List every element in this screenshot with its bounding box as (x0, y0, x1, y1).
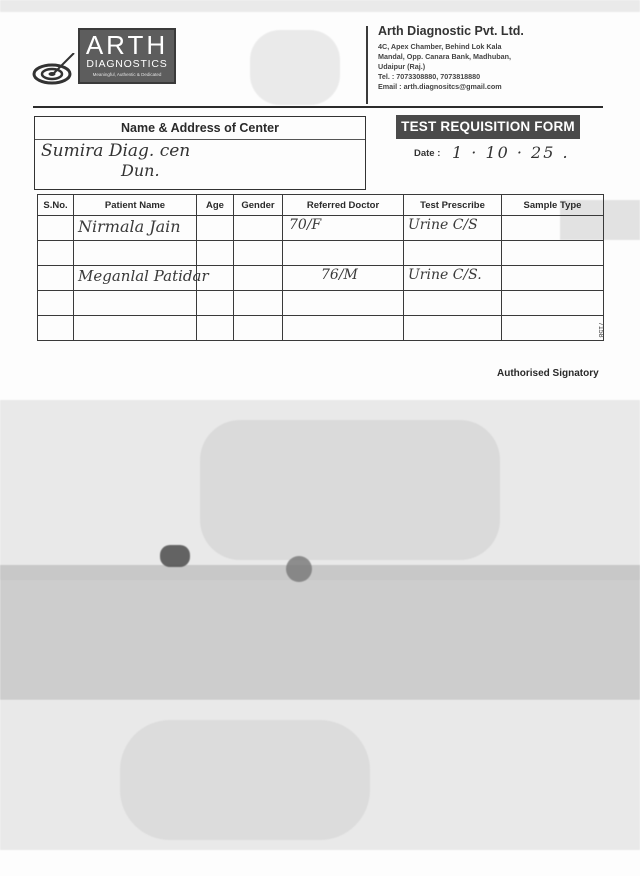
cell-sno (38, 316, 74, 341)
scan-noise (0, 565, 640, 700)
company-logo (32, 25, 180, 89)
cell-patient (74, 216, 197, 241)
cell-sno (38, 291, 74, 316)
authorised-signatory: Authorised Signatory (497, 368, 599, 379)
cell-doctor (283, 316, 404, 341)
table-row (38, 266, 604, 291)
company-name: Arth Diagnostic Pvt. Ltd. (378, 24, 524, 38)
table-row (38, 316, 604, 341)
date-value: 1 · 10 · 25 . (452, 143, 570, 162)
patient-name: Nirmala Jain (78, 217, 181, 236)
cell-age (197, 216, 234, 241)
cell-doctor (283, 241, 404, 266)
cell-doctor (283, 216, 404, 241)
cell-test (404, 241, 502, 266)
scan-noise (160, 545, 190, 567)
col-header-patient: Patient Name (74, 195, 197, 216)
center-handwriting-line2: Dun. (121, 161, 160, 180)
test-name: Urine C/S (408, 217, 478, 233)
cell-sample (502, 266, 604, 291)
cell-patient (74, 266, 209, 291)
cell-sno (38, 216, 74, 241)
center-handwriting-line1: Sumira Diag. cen (41, 141, 191, 161)
cell-gender (234, 316, 283, 341)
company-info (378, 24, 608, 92)
cell-patient (74, 316, 197, 341)
test-name: Urine C/S. (408, 267, 482, 283)
scan-noise (200, 420, 500, 560)
cell-test (404, 316, 502, 341)
target-icon (32, 53, 76, 85)
phone-line: Tel. : 7073308880, 7073818880 (378, 72, 481, 81)
table-row (38, 241, 604, 266)
form-title: TEST REQUISITION FORM (396, 115, 580, 139)
cell-sno (38, 241, 74, 266)
age-gender-note: 76/M (321, 267, 358, 283)
col-header-doctor: Referred Doctor (283, 195, 404, 216)
logo-tagline: Meaningful, Authentic & Dedicated (92, 72, 162, 77)
table-header-row (38, 195, 604, 216)
scan-noise (250, 30, 340, 105)
cell-test (404, 266, 502, 291)
email-line: Email : arth.diagnositcs@gmail.com (378, 82, 502, 91)
cell-sno (38, 266, 74, 291)
cell-gender (234, 266, 283, 291)
cell-patient (74, 291, 197, 316)
table-row (38, 291, 604, 316)
address-line: 4C, Apex Chamber, Behind Lok Kala (378, 42, 502, 51)
scan-noise (286, 556, 312, 582)
scan-noise (120, 720, 370, 840)
address-line: Mandal, Opp. Canara Bank, Madhuban, (378, 52, 511, 61)
cell-sample (502, 216, 604, 241)
col-header-sno: S.No. (38, 195, 74, 216)
col-header-test: Test Prescribe (404, 195, 502, 216)
cell-gender (234, 241, 283, 266)
patient-name: Meganlal Patidar (78, 267, 209, 285)
col-header-sample: Sample Type (502, 195, 604, 216)
cell-age (197, 266, 234, 291)
requisition-table (37, 194, 604, 341)
center-title-rule (35, 139, 365, 140)
cell-age (197, 241, 234, 266)
cell-test (404, 216, 502, 241)
cell-patient (74, 241, 197, 266)
cell-test (404, 291, 502, 316)
serial-number: 7158 (597, 322, 604, 338)
col-header-gender: Gender (234, 195, 283, 216)
address-line: Udaipur (Raj.) (378, 62, 426, 71)
cell-sample (502, 291, 604, 316)
logo-word: ARTH (85, 30, 169, 60)
cell-gender (234, 291, 283, 316)
table-row (38, 216, 604, 241)
header-rule (33, 106, 603, 108)
logo-badge (78, 28, 176, 84)
scan-noise (0, 0, 640, 12)
logo-subtitle: DIAGNOSTICS (86, 58, 168, 70)
header-divider (366, 26, 368, 104)
cell-sample (502, 241, 604, 266)
center-address-box (34, 116, 366, 190)
center-title: Name & Address of Center (121, 121, 279, 135)
age-gender-note: 70/F (289, 217, 322, 233)
cell-age (197, 291, 234, 316)
cell-gender (234, 216, 283, 241)
cell-sample (502, 316, 604, 341)
date-label: Date : (414, 148, 441, 159)
cell-age (197, 316, 234, 341)
col-header-age: Age (197, 195, 234, 216)
cell-doctor (283, 266, 404, 291)
cell-doctor (283, 291, 404, 316)
